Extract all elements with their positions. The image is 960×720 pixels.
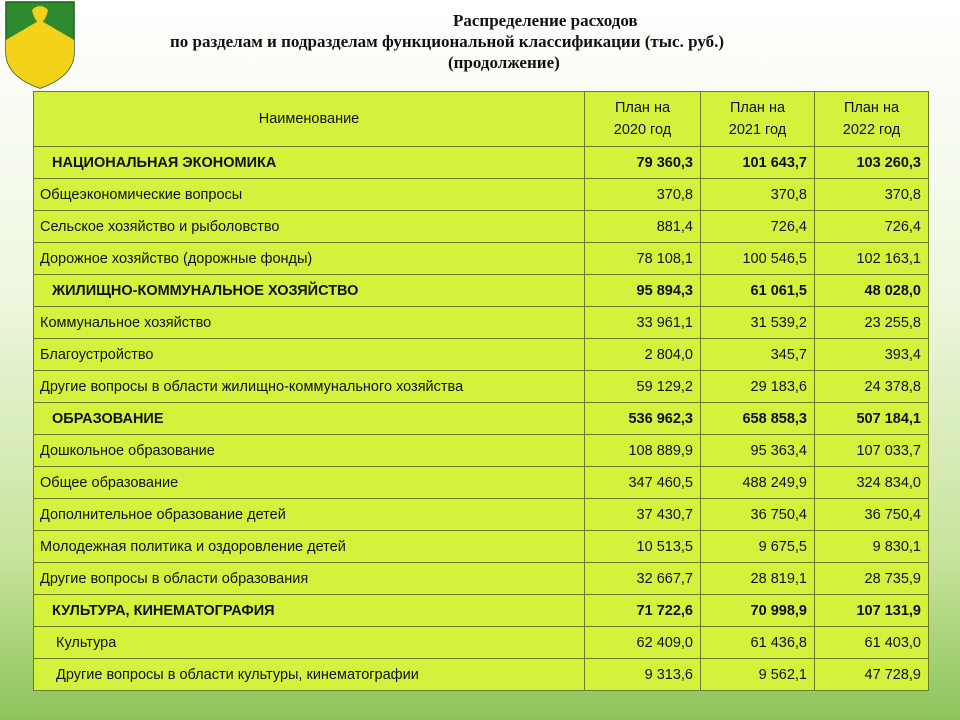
row-2020: 78 108,1 (585, 243, 701, 275)
row-name: Другие вопросы в области культуры, кинематографии (34, 659, 585, 691)
title-line-3: (продолжение) (448, 53, 560, 72)
row-2020: 79 360,3 (585, 147, 701, 179)
row-2021: 61 436,8 (701, 627, 815, 659)
row-name: Другие вопросы в области жилищно-коммунального хозяйства (34, 371, 585, 403)
header-2022 (815, 92, 929, 147)
header-name: Наименование (34, 92, 585, 147)
row-2020: 33 961,1 (585, 307, 701, 339)
row-2022: 726,4 (815, 211, 929, 243)
row-2022: 24 378,8 (815, 371, 929, 403)
row-2022: 103 260,3 (815, 147, 929, 179)
row-2022: 23 255,8 (815, 307, 929, 339)
title-line-2: по разделам и подразделам функциональной классификации (тыс. руб.) (170, 32, 725, 51)
row-2022: 107 033,7 (815, 435, 929, 467)
title-line-1: Распределение расходов (453, 11, 638, 30)
row-name: Общеэкономические вопросы (34, 179, 585, 211)
row-name: НАЦИОНАЛЬНАЯ ЭКОНОМИКА (34, 147, 585, 179)
row-2022: 107 131,9 (815, 595, 929, 627)
row-2021: 29 183,6 (701, 371, 815, 403)
table-row (34, 659, 929, 691)
row-2020: 108 889,9 (585, 435, 701, 467)
row-name: ЖИЛИЩНО-КОММУНАЛЬНОЕ ХОЗЯЙСТВО (34, 275, 585, 307)
row-2022: 61 403,0 (815, 627, 929, 659)
row-2022: 36 750,4 (815, 499, 929, 531)
row-2021: 345,7 (701, 339, 815, 371)
table-row (34, 531, 929, 563)
coat-of-arms-icon (2, 0, 78, 90)
header-2022-line1: План на (843, 100, 900, 116)
row-2020: 347 460,5 (585, 467, 701, 499)
row-name: Благоустройство (34, 339, 585, 371)
row-2021: 101 643,7 (701, 147, 815, 179)
table-row (34, 147, 929, 179)
header-2020-line1: План на (614, 100, 671, 116)
header-2021-line1: План на (729, 100, 786, 116)
row-name: Другие вопросы в области образования (34, 563, 585, 595)
table-row (34, 179, 929, 211)
expense-table (33, 91, 929, 691)
row-2020: 2 804,0 (585, 339, 701, 371)
header-2021-line2: 2021 год (728, 122, 787, 138)
row-2020: 536 962,3 (585, 403, 701, 435)
row-2022: 28 735,9 (815, 563, 929, 595)
page-title (90, 10, 950, 73)
row-2021: 370,8 (701, 179, 815, 211)
row-2021: 9 562,1 (701, 659, 815, 691)
row-2021: 70 998,9 (701, 595, 815, 627)
row-name: Молодежная политика и оздоровление детей (34, 531, 585, 563)
row-2020: 9 313,6 (585, 659, 701, 691)
row-name: Общее образование (34, 467, 585, 499)
row-2021: 61 061,5 (701, 275, 815, 307)
row-2020: 881,4 (585, 211, 701, 243)
table-row (34, 467, 929, 499)
row-2021: 100 546,5 (701, 243, 815, 275)
table-row (34, 595, 929, 627)
header-2020-line2: 2020 год (613, 122, 672, 138)
row-2021: 31 539,2 (701, 307, 815, 339)
row-2020: 95 894,3 (585, 275, 701, 307)
row-2020: 62 409,0 (585, 627, 701, 659)
row-2022: 324 834,0 (815, 467, 929, 499)
row-name: Дошкольное образование (34, 435, 585, 467)
row-2021: 9 675,5 (701, 531, 815, 563)
table-row (34, 275, 929, 307)
row-2021: 28 819,1 (701, 563, 815, 595)
table-header-row (34, 92, 929, 147)
table-row (34, 403, 929, 435)
row-2020: 37 430,7 (585, 499, 701, 531)
table-row (34, 243, 929, 275)
table-row (34, 563, 929, 595)
row-2020: 10 513,5 (585, 531, 701, 563)
row-2020: 71 722,6 (585, 595, 701, 627)
row-name: Коммунальное хозяйство (34, 307, 585, 339)
row-2021: 95 363,4 (701, 435, 815, 467)
row-name: КУЛЬТУРА, КИНЕМАТОГРАФИЯ (34, 595, 585, 627)
row-2022: 370,8 (815, 179, 929, 211)
row-2022: 48 028,0 (815, 275, 929, 307)
header-2022-line2: 2022 год (842, 122, 901, 138)
row-2020: 59 129,2 (585, 371, 701, 403)
row-2021: 488 249,9 (701, 467, 815, 499)
row-name: Сельское хозяйство и рыболовство (34, 211, 585, 243)
table-row (34, 371, 929, 403)
table-row (34, 307, 929, 339)
row-2022: 393,4 (815, 339, 929, 371)
table-row (34, 435, 929, 467)
table-row (34, 499, 929, 531)
row-name: Дополнительное образование детей (34, 499, 585, 531)
row-2020: 32 667,7 (585, 563, 701, 595)
row-2022: 47 728,9 (815, 659, 929, 691)
header-2020 (585, 92, 701, 147)
row-2021: 36 750,4 (701, 499, 815, 531)
table-row (34, 339, 929, 371)
table-row (34, 627, 929, 659)
row-2021: 658 858,3 (701, 403, 815, 435)
row-2022: 102 163,1 (815, 243, 929, 275)
row-2022: 9 830,1 (815, 531, 929, 563)
row-name: ОБРАЗОВАНИЕ (34, 403, 585, 435)
row-2021: 726,4 (701, 211, 815, 243)
row-name: Культура (34, 627, 585, 659)
row-2020: 370,8 (585, 179, 701, 211)
row-2022: 507 184,1 (815, 403, 929, 435)
row-name: Дорожное хозяйство (дорожные фонды) (34, 243, 585, 275)
header-2021 (701, 92, 815, 147)
table-row (34, 211, 929, 243)
